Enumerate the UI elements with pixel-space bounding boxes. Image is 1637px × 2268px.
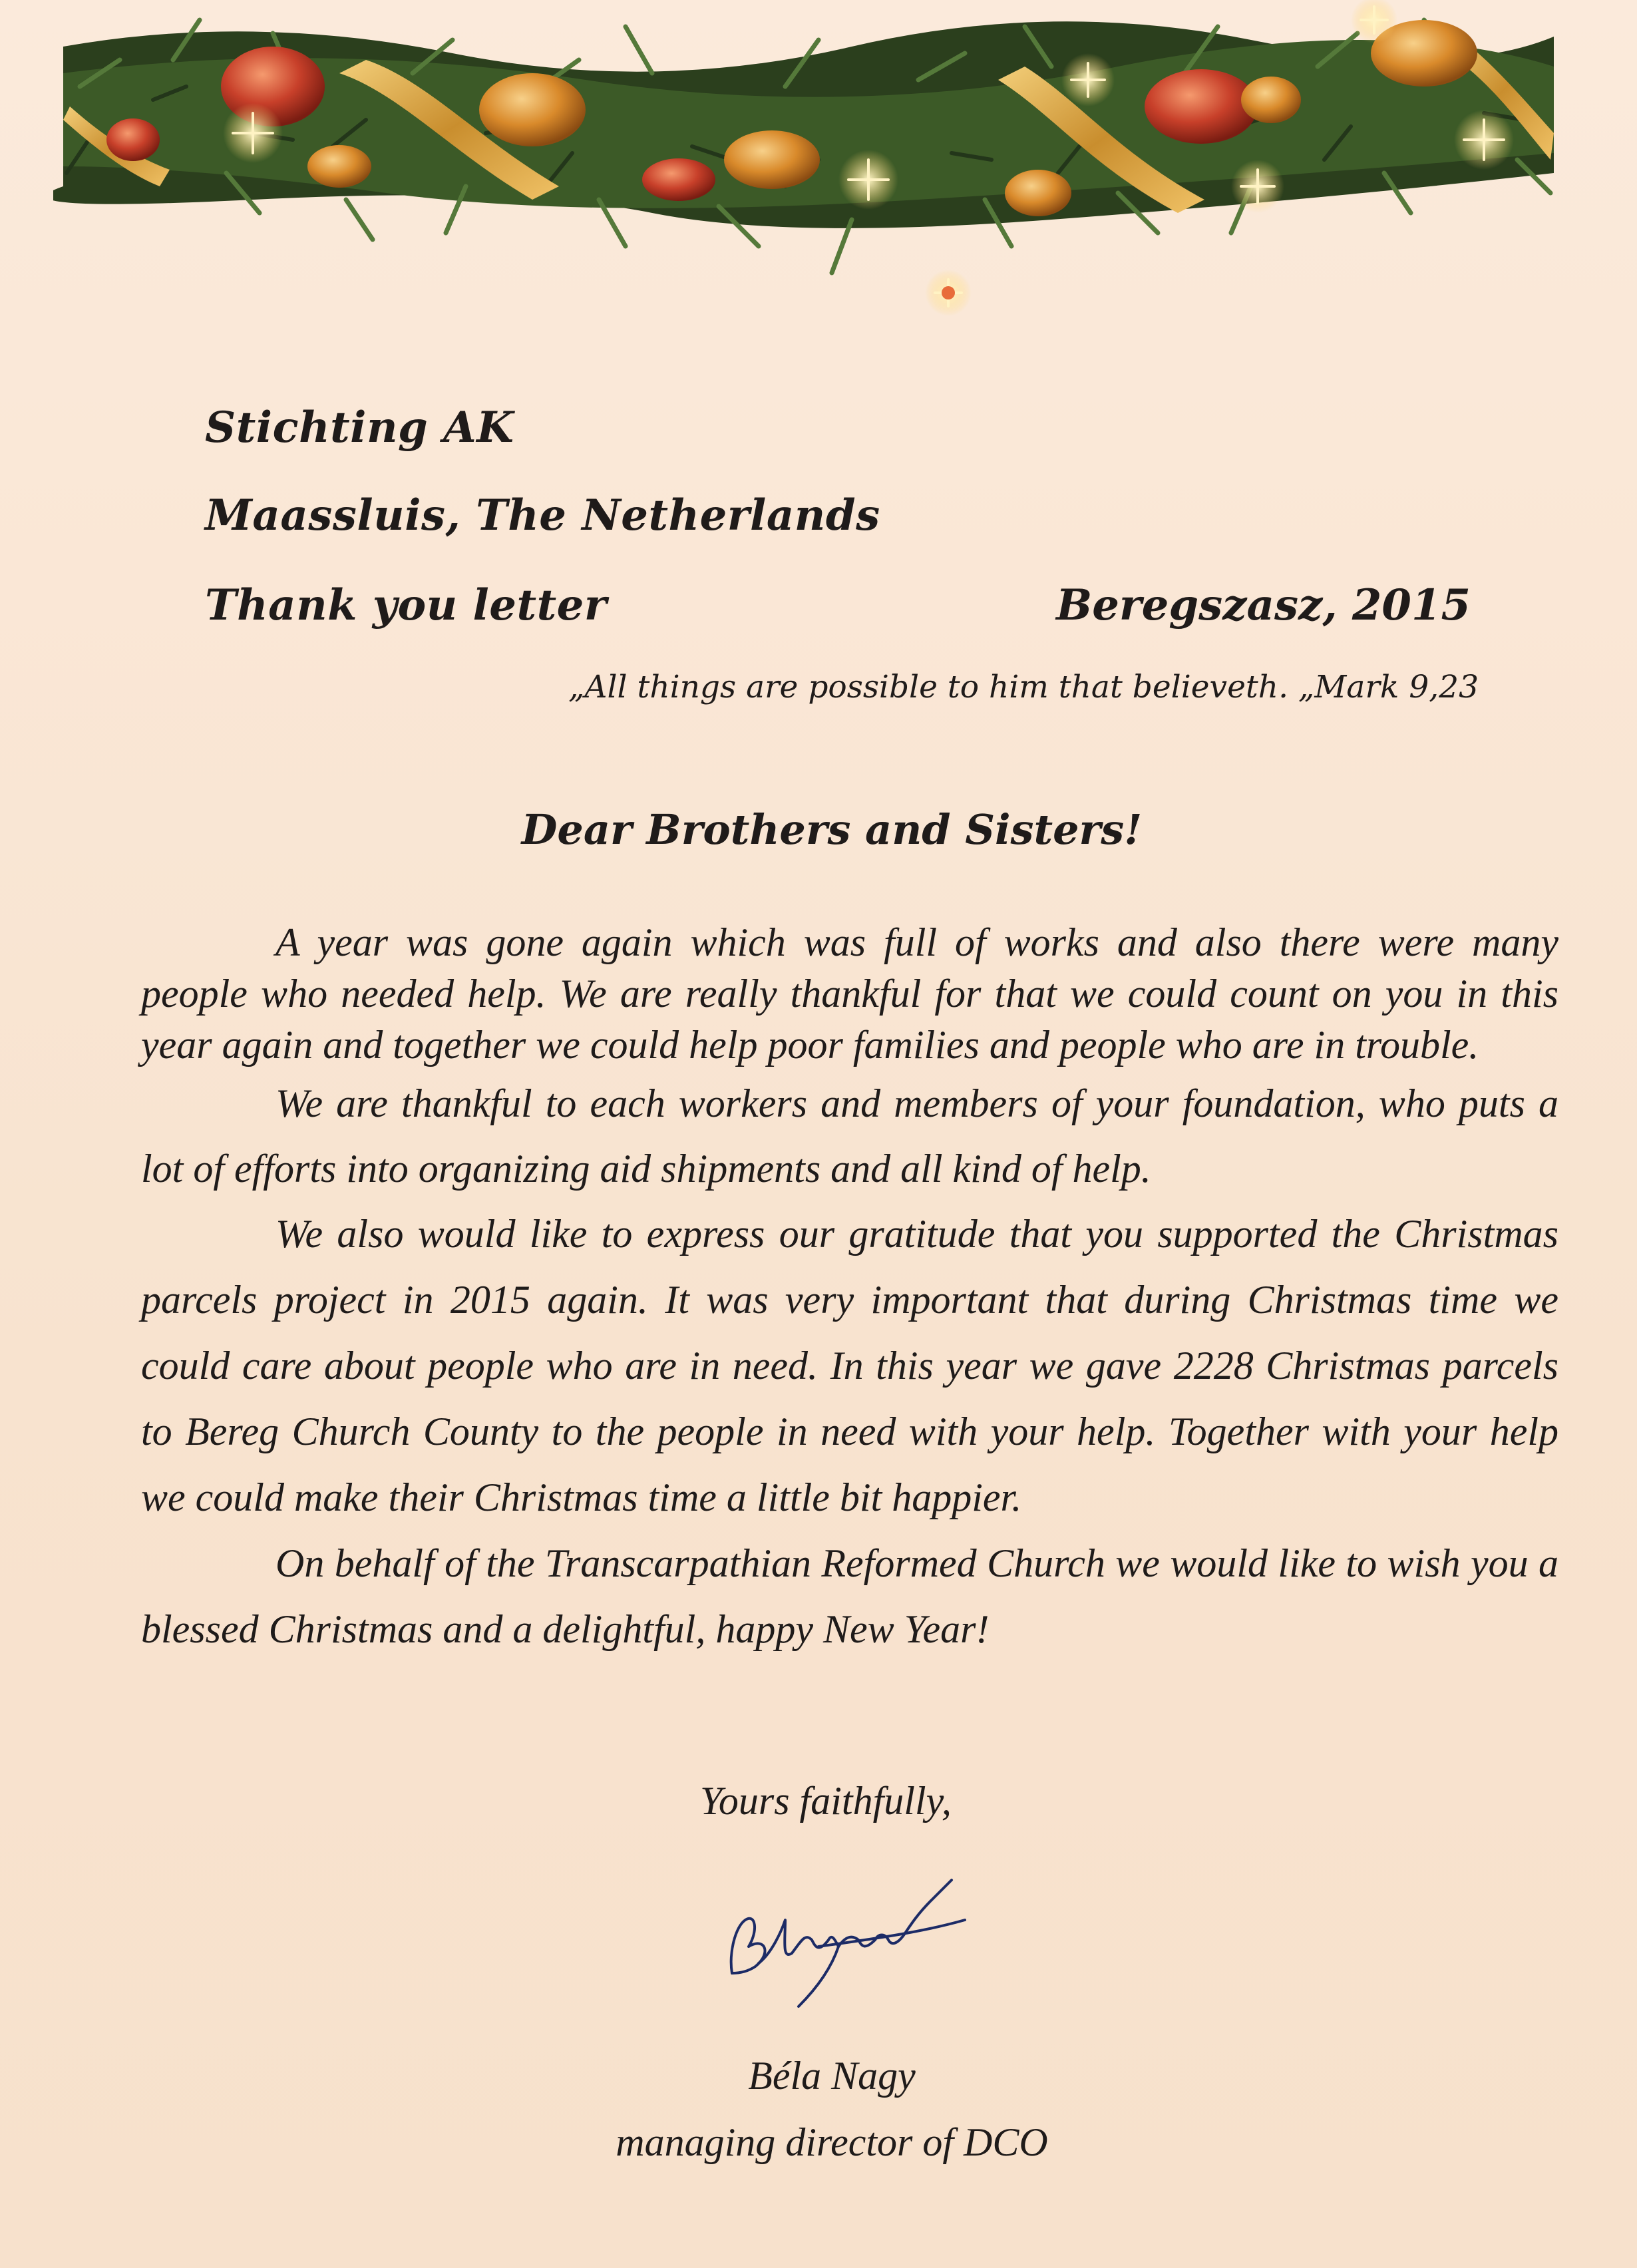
christmas-garland-icon [53,0,1564,333]
closing: Yours faithfully, [700,1779,952,1823]
letter-body [141,917,1558,1662]
bible-quote: „All things are possible to him that believeth. „Mark 9,23 [568,669,1479,705]
paragraph: On behalf of the Transcarpathian Reformed Church we would like to wish you a blessed Christmas and a delightful, happy New Year! [141,1541,1558,1651]
recipient-location: Maassluis, The Netherlands [205,490,880,540]
salutation: Dear Brothers and Sisters! [521,805,1143,854]
handwritten-signature-icon [719,1873,972,2013]
paragraph: We also would like to express our gratitude that you supported the Christmas parcels project in 2015 again. It was very important that during Christmas time we could care about people who are in need. In this year we gave 2228 Christmas parcels to Bereg Church County to the people in need with your help. Together with your help we could make their Christmas time a little bit happier. [141,1212,1558,1519]
signer-name: Béla Nagy [748,2054,916,2098]
letter-subject: Thank you letter [205,580,608,630]
paragraph: A year was gone again which was full of works and also there were many people who needed help. We are really thankful for that we could count on you in this year again and together we could help poor families and people who are in trouble. [141,920,1558,1067]
signer-title: managing director of DCO [616,2120,1048,2164]
recipient-name: Stichting AK [205,403,514,453]
place-date: Beregszasz, 2015 [1056,580,1471,630]
paragraph: We are thankful to each workers and members of your foundation, who puts a lot of efforts into organizing aid shipments and all kind of help. [141,1081,1558,1191]
